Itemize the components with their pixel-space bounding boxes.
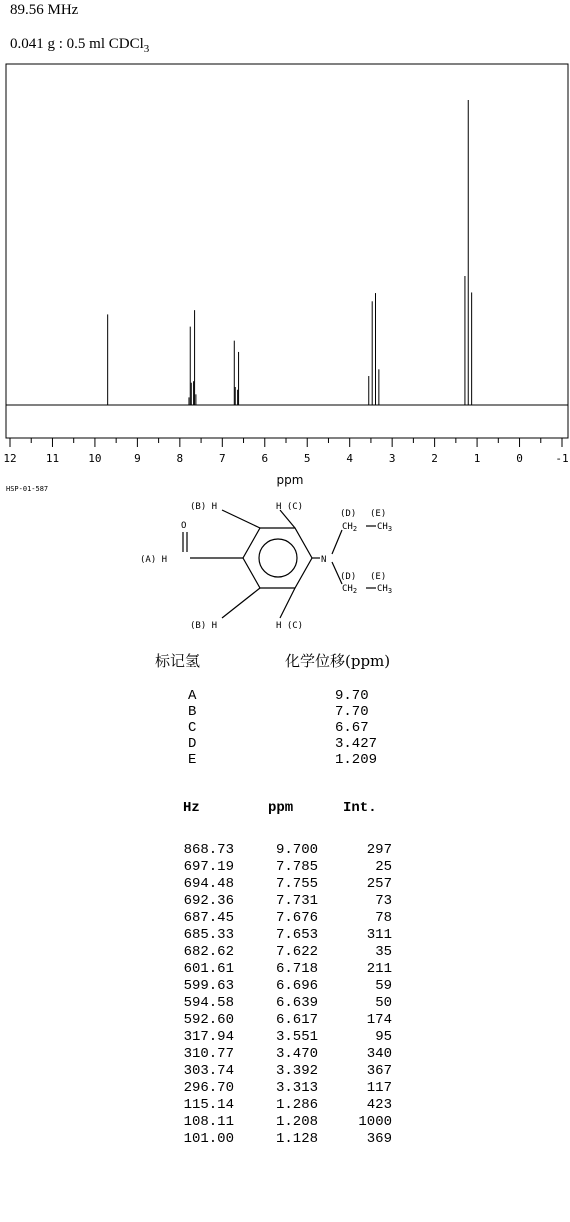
label-ch3-top: $CH_3$ [377,522,393,533]
peak-header-hz: Hz [183,800,200,816]
peak-ppm: 9.700 [275,842,318,858]
x-tick-label: 6 [261,452,269,465]
table-row [0,1029,570,1046]
peak-hz: 115.14 [183,1097,234,1113]
table-row [0,995,570,1012]
label-d-top: (D) [340,509,357,519]
peak-int: 340 [366,1046,392,1062]
label-e-top: (E) [370,509,387,519]
peak-int: 117 [366,1080,392,1096]
bond-to-bh-top [222,510,260,528]
peak-hz: 592.60 [183,1012,234,1028]
peak-ppm: 3.313 [275,1080,318,1096]
peak-int: 423 [366,1097,392,1113]
peak-hz: 685.33 [183,927,234,943]
peak-ppm: 7.653 [275,927,318,943]
label-ah: (A) H [140,555,168,565]
peak-header-int: Int. [343,800,377,816]
peak-int: 297 [366,842,392,858]
x-axis-label: ppm [276,473,304,487]
label-ch2-top: $CH_2$ [342,522,358,533]
table-row [0,893,570,910]
table-row [0,978,570,995]
x-tick-label: 0 [516,452,523,465]
label-nitrogen: N [321,555,327,565]
table-row [0,927,570,944]
label-ch2-bot: $CH_2$ [342,584,358,595]
label-d-bot: (D) [340,572,357,582]
peak-hz: 108.11 [183,1114,234,1130]
peak-hz: 692.36 [183,893,234,909]
table-row [0,842,570,859]
aromatic-circle [259,539,297,577]
peak-int: 311 [366,927,392,943]
bond-n-to-ch2-top [332,530,342,554]
x-tick-label: 7 [218,452,226,465]
assignment-shift: 3.427 [335,736,378,752]
sample-concentration [10,36,149,55]
assignment-row [0,736,570,752]
label-ch3-bot: $CH_3$ [377,584,393,595]
spectrometer-frequency: 89.56 MHz [10,2,79,18]
assignment-header-shift: 化学位移(ppm) [285,652,391,670]
x-tick-label: 2 [431,452,438,465]
label-oxygen: O [181,521,187,531]
table-row [0,1046,570,1063]
label-hc-top: H (C) [276,502,304,512]
chemical-structure [130,498,430,638]
table-row [0,1063,570,1080]
plot-frame [6,64,568,438]
label-bh-top: (B) H [190,502,218,512]
assignment-shift: 7.70 [335,704,369,720]
x-tick-label: 12 [3,452,17,465]
peak-int: 257 [366,876,392,892]
peak-int: 211 [366,961,392,977]
peak-int: 35 [375,944,392,960]
assignment-row [0,688,570,704]
assignment-row [0,704,570,720]
x-tick-label: 9 [134,452,141,465]
bond-to-hc-top [280,510,295,528]
assignment-shift: 6.67 [335,720,369,736]
peak-hz: 868.73 [183,842,234,858]
nmr-spectrum-chart [0,62,570,487]
peak-ppm: 7.785 [275,859,318,875]
assignment-label: A [188,688,197,704]
spectrum-code: HSP-01-587 [6,485,49,493]
table-row [0,1012,570,1029]
peak-hz: 101.00 [183,1131,234,1147]
assignment-label: E [188,752,197,768]
peak-hz: 317.94 [183,1029,234,1045]
peak-hz: 594.58 [183,995,234,1011]
peak-ppm: 6.617 [275,1012,318,1028]
peak-hz: 601.61 [183,961,234,977]
peak-int: 50 [375,995,392,1011]
peak-int: 1000 [358,1114,392,1130]
x-tick-label: 11 [45,452,60,465]
peak-ppm: 7.676 [275,910,318,926]
peak-int: 59 [375,978,392,994]
sample-subscript: 3 [143,43,150,55]
sample-text: 0.041 g : 0.5 ml CDCl [10,36,144,52]
peak-ppm: 1.128 [275,1131,318,1147]
peak-ppm: 7.622 [275,944,318,960]
assignment-label: D [188,736,197,752]
peak-ppm: 3.392 [275,1063,318,1079]
assignment-header-label: 标记氢 [155,652,201,670]
assignment-row [0,752,570,768]
peak-ppm: 6.639 [275,995,318,1011]
bond-to-hc-bot [280,588,295,618]
peak-ppm: 1.286 [275,1097,318,1113]
x-tick-label: -1 [555,452,569,465]
peak-hz: 303.74 [183,1063,234,1079]
assignment-shift: 1.209 [335,752,378,768]
peak-hz: 296.70 [183,1080,234,1096]
table-row [0,1097,570,1114]
peak-hz: 697.19 [183,859,234,875]
x-tick-label: 10 [88,452,102,465]
label-bh-bot: (B) H [190,621,218,631]
peak-int: 95 [375,1029,392,1045]
peak-int: 369 [366,1131,392,1147]
assignment-shift: 9.70 [335,688,369,704]
peak-hz: 687.45 [183,910,234,926]
table-row [0,961,570,978]
peak-int: 78 [375,910,392,926]
benzene-ring [243,528,312,588]
x-tick-label: 5 [303,452,311,465]
x-tick-label: 8 [176,452,184,465]
table-row [0,910,570,927]
peak-ppm: 3.551 [275,1029,318,1045]
assignment-label: B [188,704,197,720]
peak-hz: 694.48 [183,876,234,892]
assignment-row [0,720,570,736]
peak-hz: 310.77 [183,1046,234,1062]
peak-ppm: 7.755 [275,876,318,892]
table-row [0,1114,570,1131]
peak-ppm: 3.470 [275,1046,318,1062]
peak-int: 174 [366,1012,392,1028]
peak-int: 367 [366,1063,392,1079]
x-axis-ticks [10,438,562,447]
table-row [0,944,570,961]
table-row [0,876,570,893]
x-tick-label: 1 [473,452,481,465]
peak-hz: 682.62 [183,944,234,960]
peak-ppm: 7.731 [275,893,318,909]
peak-int: 25 [375,859,392,875]
table-row [0,859,570,876]
label-hc-bot: H (C) [276,621,304,631]
bond-to-bh-bot [222,588,260,618]
x-axis-tick-labels [3,452,568,465]
peak-ppm: 6.696 [275,978,318,994]
x-tick-label: 3 [388,452,396,465]
x-tick-label: 4 [346,452,354,465]
table-row [0,1080,570,1097]
peak-ppm: 1.208 [275,1114,318,1130]
peak-lines [108,100,472,405]
table-row [0,1131,570,1148]
label-e-bot: (E) [370,572,387,582]
peak-ppm: 6.718 [275,961,318,977]
assignment-label: C [188,720,197,736]
peak-header-ppm: ppm [268,800,294,816]
peak-int: 73 [375,893,392,909]
peak-hz: 599.63 [183,978,234,994]
